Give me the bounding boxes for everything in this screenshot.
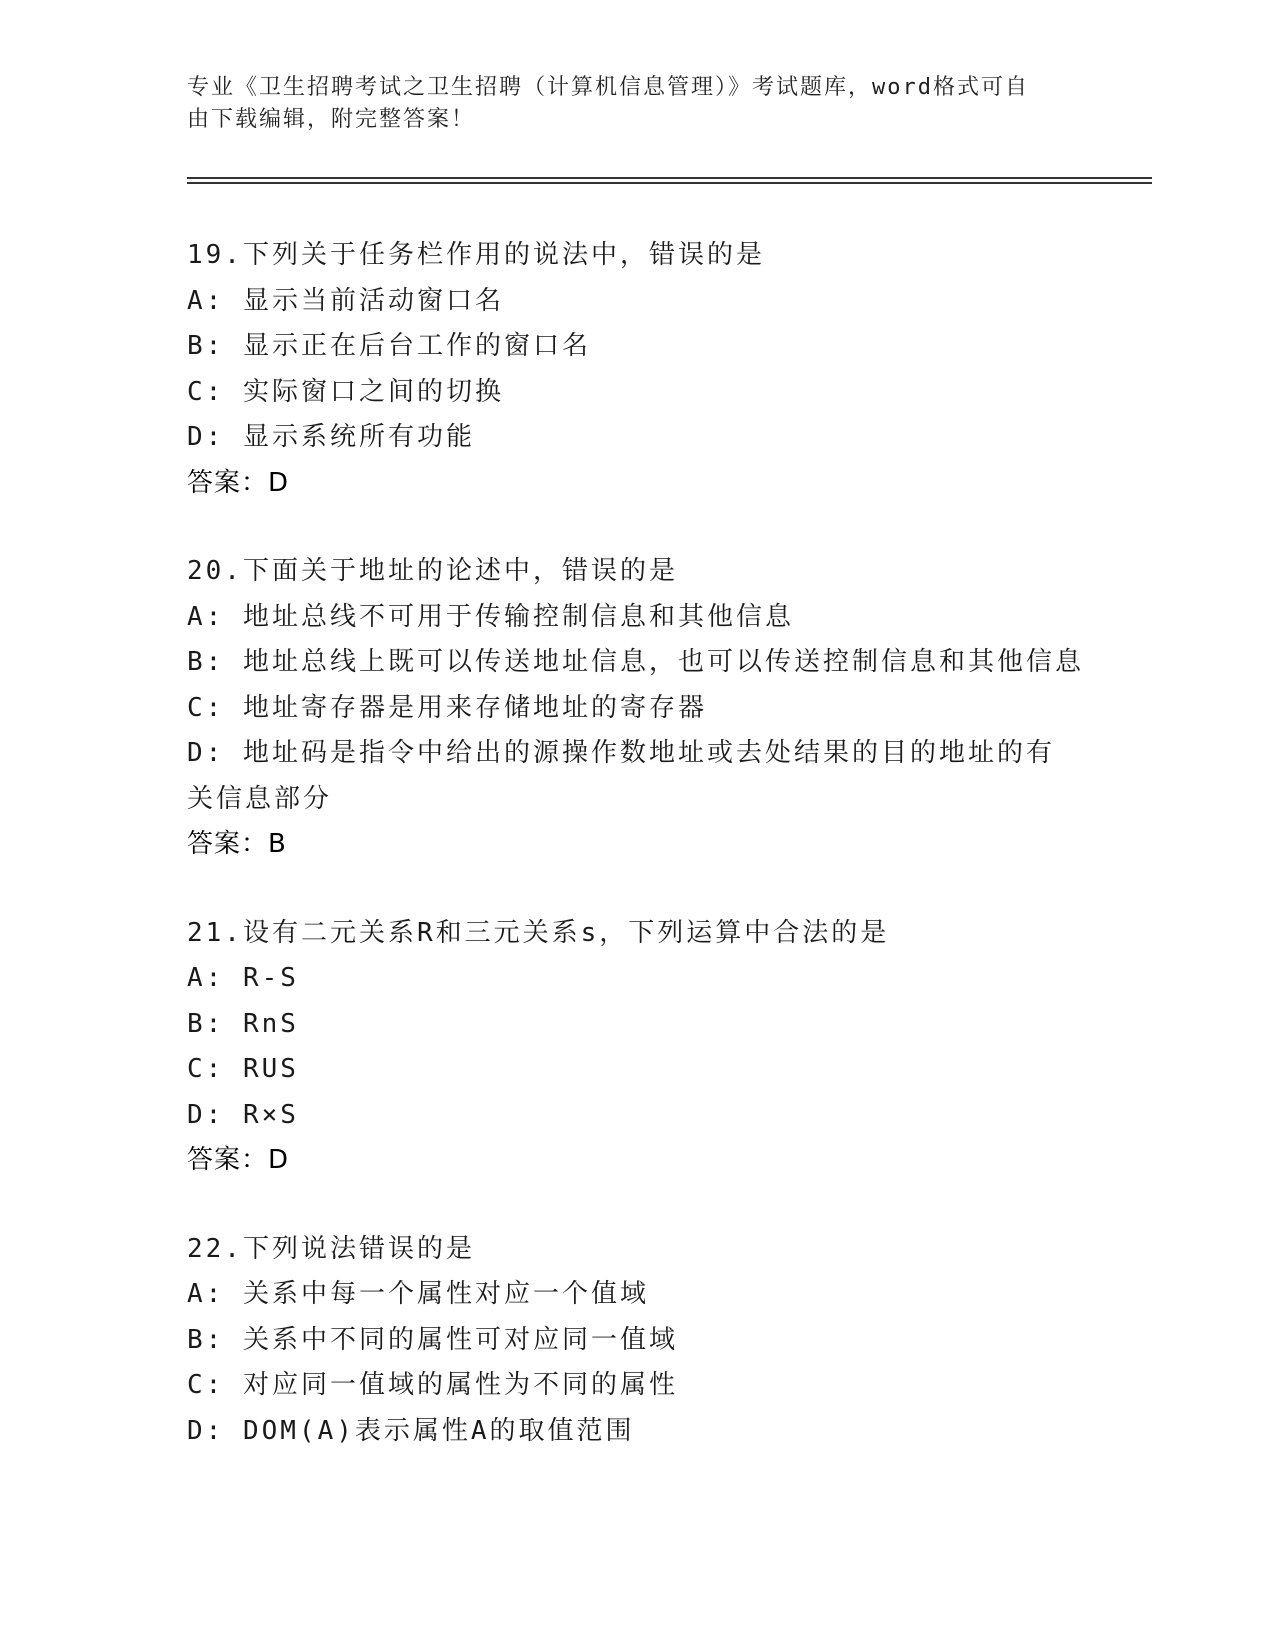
option-c: C: 地址寄存器是用来存储地址的寄存器 <box>187 692 707 723</box>
question-19 <box>187 233 1087 506</box>
option-b: B: 显示正在后台工作的窗口名 <box>187 331 591 361</box>
answer-line: 答案：D <box>187 1145 290 1175</box>
option-d: D: DOM(A)表示属性A的取值范围 <box>187 1415 635 1446</box>
question-20 <box>187 549 1087 868</box>
option-a: A: 显示当前活动窗口名 <box>187 285 504 316</box>
question-stem: 21.设有二元关系R和三元关系s，下列运算中合法的是 <box>187 917 890 948</box>
option-d: D: 显示系统所有功能 <box>187 422 475 452</box>
option-c: C: 对应同一值域的属性为不同的属性 <box>187 1370 678 1400</box>
answer-line: 答案：B <box>187 829 287 859</box>
question-stem: 20.下面关于地址的论述中，错误的是 <box>187 556 678 586</box>
header-line-2: 由下载编辑，附完整答案！ <box>187 107 476 132</box>
question-22 <box>187 1227 1087 1455</box>
option-a: A: 地址总线不可用于传输控制信息和其他信息 <box>187 601 794 632</box>
header-divider-bottom <box>187 182 1152 184</box>
option-c: C: RUS <box>187 1054 299 1084</box>
question-list <box>187 233 1087 1497</box>
question-21 <box>187 911 1087 1184</box>
option-d: D: 地址码是指令中给出的源操作数地址或去处结果的目的地址的有关信息部分 <box>187 738 1055 814</box>
option-b: B: 地址总线上既可以传送地址信息，也可以传送控制信息和其他信息 <box>187 647 1084 677</box>
option-a: A: 关系中每一个属性对应一个值域 <box>187 1279 649 1309</box>
option-b: B: 关系中不同的属性可对应同一值域 <box>187 1324 678 1355</box>
option-a: A: R-S <box>187 963 299 993</box>
question-stem: 19.下列关于任务栏作用的说法中，错误的是 <box>187 240 765 270</box>
option-b: B: RnS <box>187 1008 299 1039</box>
answer-line: 答案：D <box>187 467 290 498</box>
document-header <box>187 72 1067 136</box>
header-line-1: 专业《卫生招聘考试之卫生招聘（计算机信息管理）》考试题库，word格式可自 <box>187 75 1029 100</box>
option-d: D: R×S <box>187 1099 299 1130</box>
question-stem: 22.下列说法错误的是 <box>187 1233 475 1264</box>
header-divider-top <box>187 177 1152 179</box>
option-c: C: 实际窗口之间的切换 <box>187 376 504 407</box>
